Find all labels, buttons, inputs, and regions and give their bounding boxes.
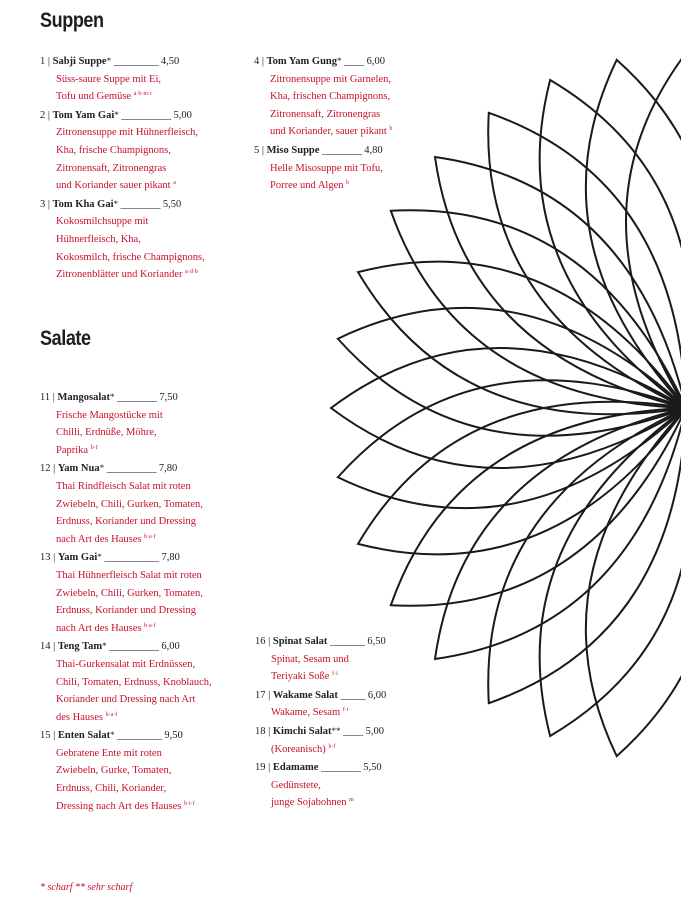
item-separator: | bbox=[50, 730, 58, 742]
item-number: 19 bbox=[255, 762, 266, 774]
description-line bbox=[56, 585, 212, 603]
spice-marker: * bbox=[99, 463, 105, 474]
description-text: Zwiebeln, Gurke, Tomaten, bbox=[56, 765, 172, 777]
leader-line: ________ bbox=[120, 198, 161, 210]
suppen-column-left bbox=[40, 53, 205, 285]
item-name: Tom Yam Gung bbox=[266, 56, 338, 67]
leader-line: ________ bbox=[322, 144, 362, 156]
description-line bbox=[56, 780, 212, 798]
item-price: 4,80 bbox=[364, 144, 383, 156]
menu-item bbox=[40, 549, 212, 637]
item-description bbox=[255, 651, 386, 686]
description-line bbox=[56, 478, 212, 496]
description-text: des Hauses bbox=[56, 711, 103, 723]
description-line bbox=[270, 123, 392, 141]
flower-petal bbox=[331, 348, 681, 468]
description-text: Wakame, Sesam bbox=[271, 707, 341, 719]
item-description bbox=[40, 478, 212, 548]
description-line bbox=[56, 407, 212, 425]
menu-item bbox=[40, 389, 212, 459]
description-text: Zwiebeln, Chili, Gurken, Tomaten, bbox=[56, 498, 203, 510]
item-price: 6,00 bbox=[366, 56, 385, 67]
description-text: Erdnuss, Koriander und Dressing bbox=[56, 516, 196, 528]
item-separator: | bbox=[50, 552, 58, 564]
description-line bbox=[271, 777, 386, 795]
description-text: Tofu und Gemüse bbox=[56, 91, 132, 103]
menu-item-header bbox=[254, 142, 392, 160]
leader-line: ___________ bbox=[104, 552, 159, 564]
item-separator: | bbox=[45, 198, 53, 210]
description-text: Teriyaki Soße bbox=[271, 671, 330, 683]
allergen-codes: b bbox=[389, 126, 393, 133]
allergen-codes: b bbox=[346, 180, 350, 187]
allergen-codes: b·a·f bbox=[144, 533, 156, 540]
item-number: 3 bbox=[40, 198, 46, 210]
description-text: Zitronensuppe mit Garnelen, bbox=[270, 73, 392, 85]
item-separator: | bbox=[265, 689, 273, 701]
item-number: 2 bbox=[40, 109, 46, 121]
leader-line: _______ bbox=[330, 636, 365, 647]
description-text: Koriander und Dressing nach Art bbox=[56, 694, 196, 706]
item-number: 17 bbox=[255, 689, 266, 701]
description-line bbox=[270, 106, 392, 124]
description-line bbox=[56, 142, 205, 160]
leader-line: _____ bbox=[340, 689, 366, 701]
item-description bbox=[254, 160, 392, 195]
menu-item-header bbox=[254, 53, 392, 71]
item-number: 11 bbox=[40, 392, 51, 403]
item-price: 7,80 bbox=[161, 552, 180, 564]
allergen-codes: f·i bbox=[332, 671, 338, 678]
description-line bbox=[56, 160, 205, 178]
salate-column-right bbox=[255, 633, 386, 813]
description-text: nach Art des Hauses bbox=[56, 533, 142, 545]
description-text: und Koriander sauer pikant bbox=[56, 180, 171, 192]
description-text: Thai-Gurkensalat mit Erdnüssen, bbox=[56, 658, 196, 670]
item-name: Sabji Suppe bbox=[52, 56, 107, 67]
item-name: Miso Suppe bbox=[266, 144, 320, 156]
allergen-codes: a bbox=[173, 180, 176, 187]
item-description bbox=[255, 777, 386, 812]
menu-item-header bbox=[255, 759, 386, 777]
salate-column-left bbox=[40, 389, 212, 816]
description-line bbox=[271, 794, 386, 812]
spice-legend-footer: * scharf ** sehr scharf bbox=[40, 882, 133, 893]
description-line bbox=[56, 691, 212, 709]
item-name: Yam Gai bbox=[57, 552, 98, 564]
flower-petal bbox=[586, 408, 681, 756]
description-line bbox=[56, 496, 212, 514]
item-description bbox=[40, 745, 212, 815]
menu-item bbox=[40, 727, 212, 815]
description-text: Porree und Algen bbox=[270, 180, 344, 192]
spice-marker: ** bbox=[331, 725, 341, 736]
description-line bbox=[56, 213, 205, 231]
description-line bbox=[56, 442, 212, 460]
description-text: nach Art des Hauses bbox=[56, 622, 142, 634]
description-text: Zwiebeln, Chili, Gurken, Tomaten, bbox=[56, 587, 203, 599]
description-line bbox=[56, 602, 212, 620]
description-line bbox=[271, 741, 386, 759]
description-text: Kokosmilchsuppe mit bbox=[56, 216, 149, 228]
allergen-codes: b·a·f bbox=[105, 711, 118, 718]
spice-marker: * bbox=[337, 56, 342, 66]
item-name: Wakame Salat bbox=[272, 689, 338, 701]
menu-item-header bbox=[40, 196, 205, 214]
leader-line: _________ bbox=[117, 730, 162, 742]
description-text: Kokosmilch, frische Champignons, bbox=[56, 251, 205, 263]
description-line bbox=[56, 231, 205, 249]
menu-item bbox=[255, 723, 386, 758]
description-line bbox=[56, 798, 212, 816]
allergen-codes: b·a·f bbox=[144, 622, 156, 629]
item-name: Enten Salat bbox=[57, 730, 111, 742]
flower-petal bbox=[488, 408, 681, 703]
item-separator: | bbox=[50, 392, 58, 403]
allergen-codes: b·f bbox=[328, 743, 336, 750]
description-text: Süss-saure Suppe mit Ei, bbox=[56, 73, 161, 85]
leader-line: ________ bbox=[320, 762, 361, 774]
description-text: Zitronensaft, Zitronengras bbox=[270, 108, 381, 120]
description-line bbox=[56, 531, 212, 549]
menu-item-header bbox=[255, 633, 386, 651]
item-number: 14 bbox=[40, 641, 51, 653]
menu-item-header bbox=[40, 389, 212, 407]
item-separator: | bbox=[259, 144, 267, 156]
allergen-codes: a·d·b bbox=[185, 269, 198, 276]
description-text: Erdnuss, Chili, Koriander, bbox=[56, 783, 167, 795]
item-name: Tom Yam Gai bbox=[52, 109, 115, 121]
spice-marker: * bbox=[102, 641, 107, 652]
flower-petal bbox=[435, 157, 681, 408]
item-name: Tom Kha Gai bbox=[52, 198, 114, 210]
section-title-suppen: Suppen bbox=[40, 9, 104, 32]
menu-item-header bbox=[40, 460, 212, 478]
section-title-salate: Salate bbox=[40, 327, 91, 350]
allergen-codes: a·b·m·i bbox=[133, 91, 152, 98]
item-description bbox=[40, 213, 205, 283]
allergen-codes: b·f bbox=[90, 444, 98, 451]
menu-item bbox=[255, 633, 386, 686]
item-number: 13 bbox=[40, 552, 51, 564]
leader-line: __________ bbox=[106, 463, 157, 475]
leader-line: _________ bbox=[113, 56, 159, 67]
item-name: Mangosalat bbox=[57, 392, 110, 403]
menu-item bbox=[254, 53, 392, 141]
description-text: Frische Mangostücke mit bbox=[56, 409, 163, 421]
item-number: 18 bbox=[255, 725, 266, 737]
menu-item-header bbox=[40, 727, 212, 745]
item-description bbox=[40, 124, 205, 194]
leader-line: ____ bbox=[344, 56, 364, 67]
description-line bbox=[56, 266, 205, 284]
item-description bbox=[255, 704, 386, 722]
description-line bbox=[56, 709, 212, 727]
spice-marker: * bbox=[110, 730, 115, 741]
description-text: Zitronensuppe mit Hühnerfleisch, bbox=[56, 127, 199, 139]
description-text: (Koreanisch) bbox=[271, 743, 326, 755]
flower-petal bbox=[435, 408, 681, 659]
description-line bbox=[271, 704, 386, 722]
item-separator: | bbox=[50, 641, 58, 653]
item-separator: | bbox=[50, 463, 58, 475]
flower-petal bbox=[586, 60, 681, 408]
menu-item-header bbox=[40, 53, 205, 71]
item-number: 15 bbox=[40, 730, 51, 742]
leader-line: __________ bbox=[109, 641, 159, 653]
menu-item bbox=[255, 687, 386, 722]
description-text: Paprika bbox=[56, 444, 89, 456]
item-number: 4 bbox=[254, 56, 260, 67]
item-number: 16 bbox=[255, 636, 266, 647]
item-price: 5,50 bbox=[162, 198, 182, 210]
leader-line: ________ bbox=[117, 392, 157, 403]
menu-item bbox=[40, 107, 205, 195]
item-price: 5,00 bbox=[365, 725, 384, 737]
description-text: Kha, frischen Champignons, bbox=[270, 91, 391, 103]
item-number: 5 bbox=[254, 144, 260, 156]
menu-item-header bbox=[40, 638, 212, 656]
description-text: Zitronensaft, Zitronengras bbox=[56, 162, 167, 174]
description-line bbox=[270, 88, 392, 106]
description-text: Dressing nach Art des Hauses bbox=[56, 800, 182, 812]
item-separator: | bbox=[265, 636, 273, 647]
description-text: Erdnuss, Koriander und Dressing bbox=[56, 605, 196, 617]
description-text: Gebratene Ente mit roten bbox=[56, 747, 162, 759]
spice-marker: * bbox=[114, 109, 119, 120]
description-line bbox=[56, 656, 212, 674]
item-separator: | bbox=[265, 725, 273, 737]
description-line bbox=[56, 567, 212, 585]
description-text: Chilli, Erdnüße, Möhre, bbox=[56, 427, 157, 439]
menu-item bbox=[40, 638, 212, 726]
spice-marker: * bbox=[106, 56, 112, 66]
menu-item bbox=[40, 196, 205, 284]
item-price: 4,50 bbox=[160, 56, 180, 67]
item-description bbox=[255, 741, 386, 759]
menu-item bbox=[254, 142, 392, 195]
item-number: 12 bbox=[40, 463, 51, 475]
item-description bbox=[40, 407, 212, 460]
spice-marker: * bbox=[109, 392, 115, 402]
description-text: junge Sojabohnen bbox=[271, 797, 347, 809]
item-description bbox=[40, 71, 205, 106]
allergen-codes: b·t·f bbox=[184, 800, 195, 807]
description-text: Thai Hühnerfleisch Salat mit roten bbox=[56, 569, 202, 581]
item-price: 6,00 bbox=[367, 689, 387, 701]
item-name: Edamame bbox=[272, 762, 319, 774]
item-description bbox=[40, 567, 212, 637]
item-price: 5,50 bbox=[363, 762, 382, 774]
description-text: und Koriander, sauer pikant bbox=[270, 126, 387, 138]
description-line bbox=[56, 71, 205, 89]
description-line bbox=[56, 177, 205, 195]
description-line bbox=[56, 745, 212, 763]
allergen-codes: f·i bbox=[342, 707, 349, 714]
description-line bbox=[56, 249, 205, 267]
item-price: 6,50 bbox=[367, 636, 386, 647]
description-line bbox=[56, 513, 212, 531]
description-line bbox=[270, 71, 392, 89]
description-line bbox=[271, 668, 386, 686]
description-text: Hühnerfleisch, Kha, bbox=[56, 233, 141, 245]
item-description bbox=[40, 656, 212, 726]
item-separator: | bbox=[45, 109, 53, 121]
description-text: Chili, Tomaten, Erdnuss, Knoblauch, bbox=[56, 676, 212, 688]
item-name: Teng Tam bbox=[57, 641, 103, 653]
flower-petal bbox=[626, 53, 681, 408]
description-text: Kha, frische Champignons, bbox=[56, 144, 171, 156]
item-price: 9,50 bbox=[164, 730, 183, 742]
item-number: 1 bbox=[40, 56, 46, 67]
description-line bbox=[56, 674, 212, 692]
item-separator: | bbox=[45, 56, 53, 67]
spice-marker: * bbox=[97, 552, 102, 563]
menu-item-header bbox=[255, 723, 386, 741]
description-text: Gedünstete, bbox=[271, 779, 321, 791]
flower-petal bbox=[488, 113, 681, 408]
item-separator: | bbox=[265, 762, 273, 774]
menu-item-header bbox=[255, 687, 386, 705]
spice-marker: * bbox=[113, 198, 118, 209]
item-name: Spinat Salat bbox=[272, 636, 328, 647]
menu-item bbox=[40, 53, 205, 106]
allergen-codes: m bbox=[349, 797, 354, 804]
description-line bbox=[270, 160, 392, 178]
item-price: 7,50 bbox=[159, 392, 178, 403]
description-line bbox=[270, 177, 392, 195]
suppen-column-right bbox=[254, 53, 392, 196]
description-text: Spinat, Sesam und bbox=[271, 653, 349, 665]
item-price: 6,00 bbox=[161, 641, 180, 653]
item-name: Yam Nua bbox=[57, 463, 100, 475]
description-text: Zitronenblätter und Koriander bbox=[56, 269, 183, 281]
item-price: 5,00 bbox=[173, 109, 192, 121]
description-text: Thai Rindfleisch Salat mit roten bbox=[56, 480, 191, 492]
description-line bbox=[56, 124, 205, 142]
description-line bbox=[56, 620, 212, 638]
leader-line: ____ bbox=[343, 725, 363, 737]
leader-line: __________ bbox=[121, 109, 171, 121]
description-line bbox=[56, 762, 212, 780]
menu-item-header bbox=[40, 107, 205, 125]
menu-item bbox=[40, 460, 212, 548]
description-line bbox=[56, 424, 212, 442]
description-line bbox=[56, 88, 205, 106]
item-description bbox=[254, 71, 392, 141]
item-separator: | bbox=[259, 56, 267, 67]
menu-item bbox=[255, 759, 386, 812]
item-name: Kimchi Salat bbox=[272, 725, 332, 737]
description-text: Helle Misosuppe mit Tofu, bbox=[270, 162, 383, 174]
description-line bbox=[271, 651, 386, 669]
item-price: 7,80 bbox=[158, 463, 178, 475]
menu-item-header bbox=[40, 549, 212, 567]
